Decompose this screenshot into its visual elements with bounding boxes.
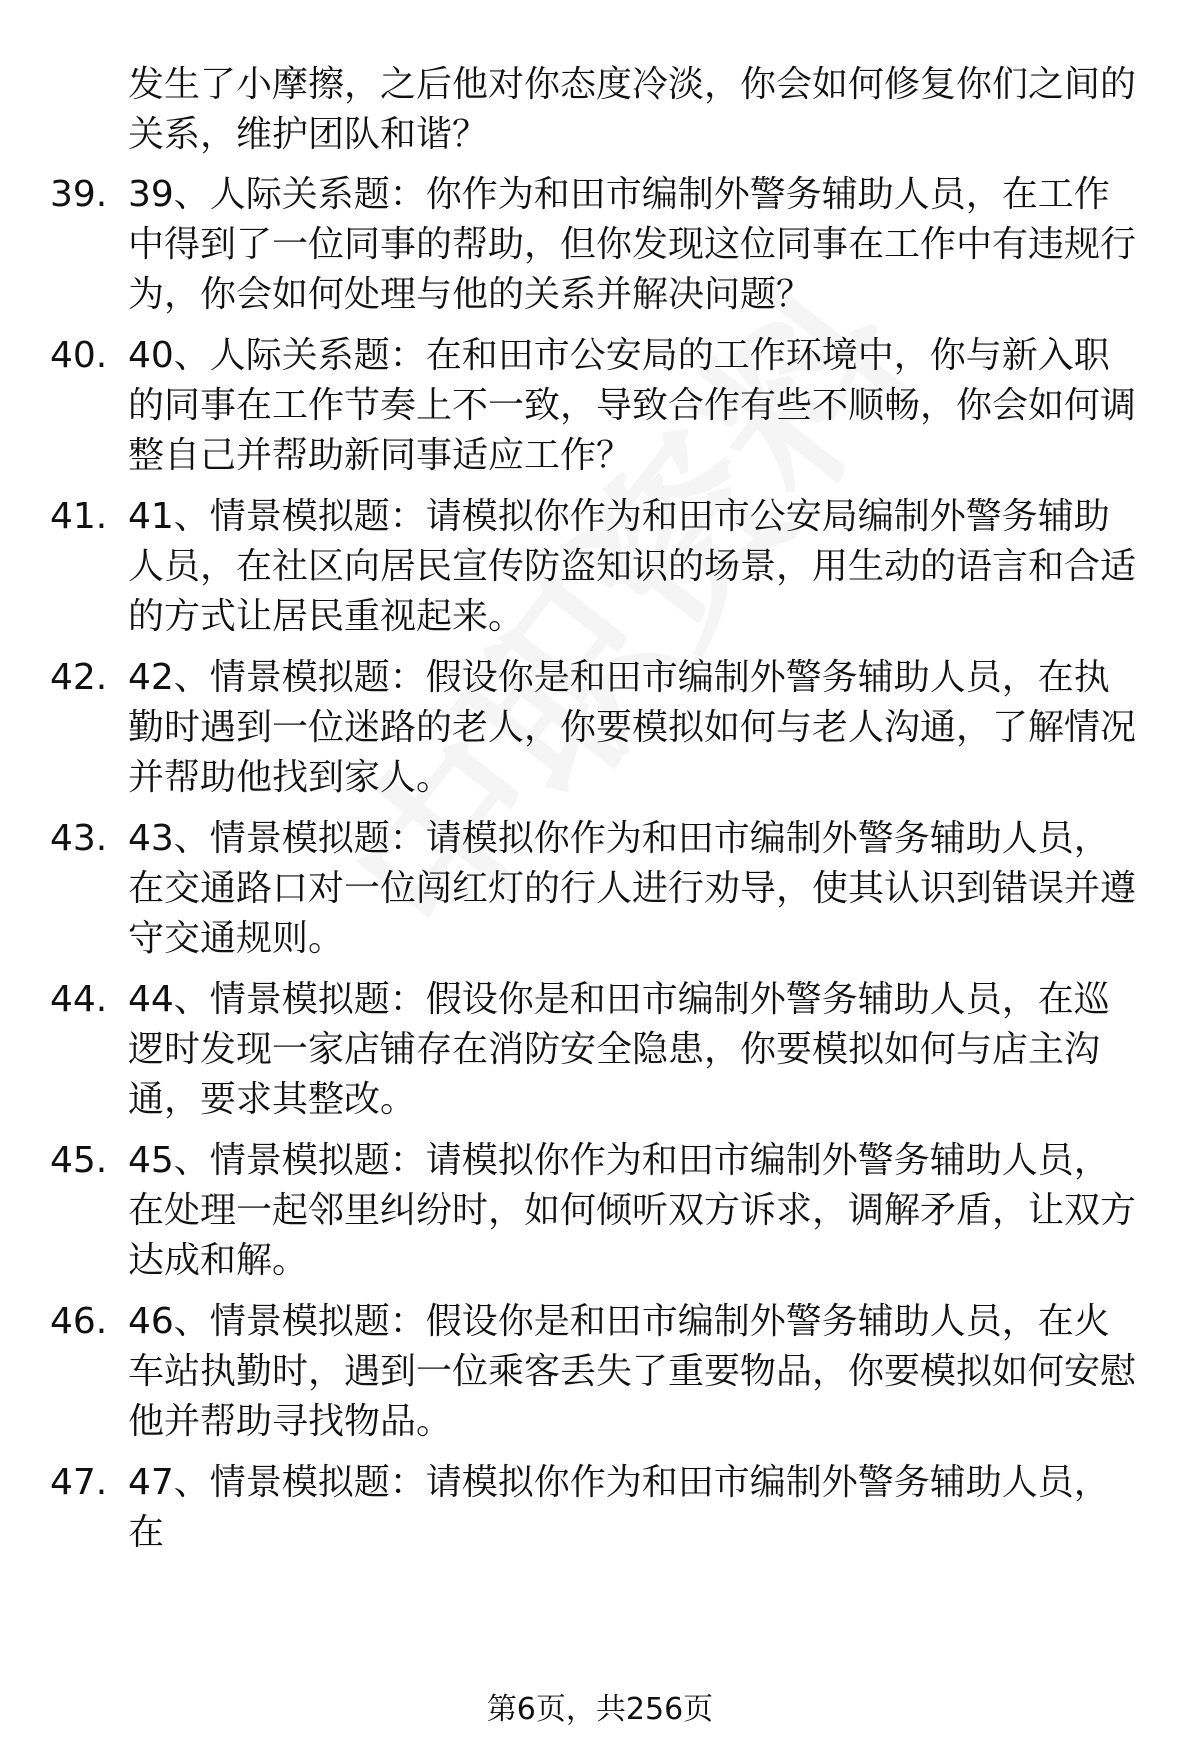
question-item-39 (50, 170, 1150, 320)
question-text: 44、情景模拟题：假设你是和田市编制外警务辅助人员，在巡逻时发现一家店铺存在消防安全隐患，你要模拟如何与店主沟通，要求其整改。 (128, 979, 1110, 1120)
question-number: 44. (50, 979, 108, 1020)
question-item-40 (50, 331, 1150, 481)
question-item-43 (50, 814, 1150, 964)
question-item-45 (50, 1136, 1150, 1286)
question-text: 47、情景模拟题：请模拟你作为和田市编制外警务辅助人员，在 (128, 1462, 1110, 1553)
question-text: 40、人际关系题：在和田市公安局的工作环境中，你与新入职的同事在工作节奏上不一致，导致合作有些不顺畅，你会如何调整自己并帮助新同事适应工作？ (128, 335, 1137, 476)
question-item-47 (50, 1458, 1150, 1558)
continued-question-text: 发生了小摩擦，之后他对你态度冷淡，你会如何修复你们之间的关系，维护团队和谐？ (128, 64, 1137, 155)
question-item-42 (50, 653, 1150, 803)
question-text: 45、情景模拟题：请模拟你作为和田市编制外警务辅助人员，在处理一起邻里纠纷时，如何倾听双方诉求，调解矛盾，让双方达成和解。 (128, 1140, 1137, 1281)
question-text: 42、情景模拟题：假设你是和田市编制外警务辅助人员，在执勤时遇到一位迷路的老人，你要模拟如何与老人沟通，了解情况并帮助他找到家人。 (128, 657, 1137, 798)
question-number: 40. (50, 335, 108, 376)
question-number: 39. (50, 174, 108, 215)
question-text: 41、情景模拟题：请模拟你作为和田市公安局编制外警务辅助人员，在社区向居民宣传防盗知识的场景，用生动的语言和合适的方式让居民重视起来。 (128, 496, 1137, 637)
question-number: 47. (50, 1462, 108, 1503)
question-number: 41. (50, 496, 108, 537)
question-item-41 (50, 492, 1150, 642)
page-footer: 第6页，共256页 (486, 1692, 714, 1727)
question-number: 42. (50, 657, 108, 698)
question-item-44 (50, 975, 1150, 1125)
question-number: 46. (50, 1301, 108, 1342)
question-text: 46、情景模拟题：假设你是和田市编制外警务辅助人员，在火车站执勤时，遇到一位乘客丢失了重要物品，你要模拟如何安慰他并帮助寻找物品。 (128, 1301, 1137, 1442)
question-item-46 (50, 1297, 1150, 1447)
question-number: 45. (50, 1140, 108, 1181)
question-number: 43. (50, 818, 108, 859)
question-text: 43、情景模拟题：请模拟你作为和田市编制外警务辅助人员，在交通路口对一位闯红灯的行人进行劝导，使其认识到错误并遵守交通规则。 (128, 818, 1137, 959)
question-text: 39、人际关系题：你作为和田市编制外警务辅助人员，在工作中得到了一位同事的帮助，但你发现这位同事在工作中有违规行为，你会如何处理与他的关系并解决问题？ (128, 174, 1137, 315)
